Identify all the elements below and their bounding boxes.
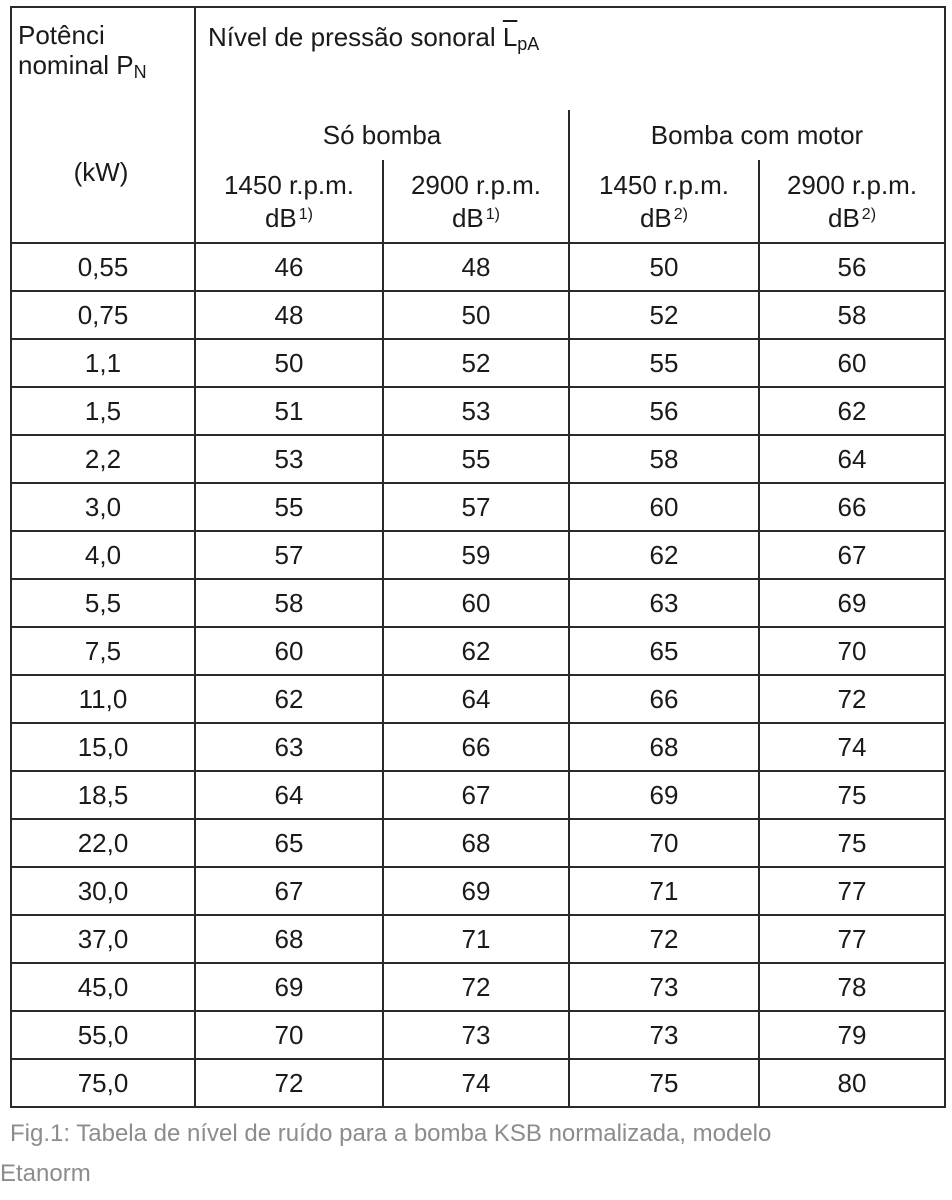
speed-footnote-marker: 1) [298,205,314,223]
db-value-cell: 71 [569,867,759,915]
db-value-cell: 73 [569,1011,759,1059]
db-value-cell: 66 [759,483,945,531]
db-value-cell: 74 [383,1059,569,1107]
db-value-cell: 77 [759,915,945,963]
header-row-main [11,7,945,110]
speed-unit-label: dB [827,202,860,233]
sound-pressure-header [195,7,945,110]
db-value-cell: 75 [759,771,945,819]
db-value-cell: 68 [383,819,569,867]
speed-unit-label: dB [639,202,672,233]
noise-level-table-container [10,6,944,1108]
db-value-cell: 74 [759,723,945,771]
speed-unit-label: dB [264,202,297,233]
db-value-cell: 72 [195,1059,383,1107]
db-value-cell: 67 [195,867,383,915]
speed-footnote-marker: 2) [673,205,689,223]
db-value-cell: 64 [759,435,945,483]
db-value-cell: 62 [569,531,759,579]
db-value-cell: 64 [383,675,569,723]
noise-level-table [10,6,946,1108]
db-value-cell: 63 [195,723,383,771]
db-value-cell: 50 [383,291,569,339]
db-value-cell: 70 [569,819,759,867]
power-cell: 4,0 [11,531,195,579]
db-value-cell: 53 [195,435,383,483]
db-value-cell: 79 [759,1011,945,1059]
table-body [11,243,945,1107]
power-cell: 5,5 [11,579,195,627]
table-row [11,435,945,483]
db-value-cell: 67 [383,771,569,819]
db-value-cell: 68 [195,915,383,963]
db-value-cell: 78 [759,963,945,1011]
db-value-cell: 56 [759,243,945,291]
speed-header [759,160,945,243]
power-header-line2: nominal P [18,50,134,80]
db-value-cell: 48 [383,243,569,291]
caption-line2: Etanorm [0,1160,91,1187]
db-value-cell: 64 [195,771,383,819]
table-row [11,531,945,579]
caption-line1: Fig.1: Tabela de nível de ruído para a bomba KSB normalizada, modelo [10,1120,772,1147]
power-cell: 11,0 [11,675,195,723]
db-value-cell: 60 [383,579,569,627]
power-cell: 1,5 [11,387,195,435]
db-value-cell: 55 [383,435,569,483]
table-row [11,483,945,531]
db-value-cell: 73 [569,963,759,1011]
table-row [11,771,945,819]
speed-footnote-marker: 1) [485,205,501,223]
db-value-cell: 60 [195,627,383,675]
db-value-cell: 53 [383,387,569,435]
table-row [11,243,945,291]
sound-pressure-subscript: pA [517,34,540,54]
power-cell: 15,0 [11,723,195,771]
table-row [11,963,945,1011]
db-value-cell: 60 [569,483,759,531]
power-cell: 22,0 [11,819,195,867]
power-cell: 55,0 [11,1011,195,1059]
speed-rpm-label: 2900 r.p.m. [786,169,918,200]
db-value-cell: 58 [195,579,383,627]
table-row [11,867,945,915]
power-cell: 0,75 [11,291,195,339]
speed-header [569,160,759,243]
db-value-cell: 50 [195,339,383,387]
power-cell: 2,2 [11,435,195,483]
db-value-cell: 57 [195,531,383,579]
db-value-cell: 55 [195,483,383,531]
db-value-cell: 65 [569,627,759,675]
power-cell: 75,0 [11,1059,195,1107]
speed-unit-label: dB [451,202,484,233]
group-header-pump-only: Só bomba [195,110,569,160]
group-header-pump-motor: Bomba com motor [569,110,945,160]
db-value-cell: 62 [759,387,945,435]
db-value-cell: 72 [569,915,759,963]
power-cell: 1,1 [11,339,195,387]
db-value-cell: 69 [383,867,569,915]
db-value-cell: 71 [383,915,569,963]
power-cell: 30,0 [11,867,195,915]
db-value-cell: 75 [569,1059,759,1107]
speed-header [383,160,569,243]
speed-rpm-label: 1450 r.p.m. [598,169,730,200]
sound-pressure-label: Nível de pressão sonoral [208,22,503,52]
db-value-cell: 51 [195,387,383,435]
db-value-cell: 50 [569,243,759,291]
db-value-cell: 75 [759,819,945,867]
table-row [11,915,945,963]
db-value-cell: 60 [759,339,945,387]
db-value-cell: 56 [569,387,759,435]
power-cell: 37,0 [11,915,195,963]
db-value-cell: 46 [195,243,383,291]
table-row [11,387,945,435]
db-value-cell: 59 [383,531,569,579]
db-value-cell: 80 [759,1059,945,1107]
db-value-cell: 62 [195,675,383,723]
db-value-cell: 48 [195,291,383,339]
db-value-cell: 58 [759,291,945,339]
db-value-cell: 65 [195,819,383,867]
table-row [11,1059,945,1107]
power-cell: 0,55 [11,243,195,291]
db-value-cell: 69 [759,579,945,627]
table-row [11,675,945,723]
db-value-cell: 52 [383,339,569,387]
table-row [11,723,945,771]
db-value-cell: 66 [569,675,759,723]
table-row [11,627,945,675]
db-value-cell: 58 [569,435,759,483]
db-value-cell: 72 [759,675,945,723]
db-value-cell: 52 [569,291,759,339]
table-row [11,291,945,339]
db-value-cell: 68 [569,723,759,771]
speed-rpm-label: 1450 r.p.m. [223,169,355,200]
power-header-line1: Potênci [18,20,105,50]
speed-header [195,160,383,243]
table-row [11,819,945,867]
power-cell: 18,5 [11,771,195,819]
db-value-cell: 66 [383,723,569,771]
power-cell: 45,0 [11,963,195,1011]
db-value-cell: 73 [383,1011,569,1059]
speed-rpm-label: 2900 r.p.m. [410,169,542,200]
db-value-cell: 57 [383,483,569,531]
power-cell: 7,5 [11,627,195,675]
db-value-cell: 77 [759,867,945,915]
db-value-cell: 55 [569,339,759,387]
db-value-cell: 70 [195,1011,383,1059]
speed-footnote-marker: 2) [861,205,877,223]
power-cell: 3,0 [11,483,195,531]
table-row [11,339,945,387]
figure-caption [0,1114,950,1194]
db-value-cell: 72 [383,963,569,1011]
power-header-subscript: N [133,62,147,82]
db-value-cell: 70 [759,627,945,675]
power-unit: (kW) [73,157,129,187]
db-value-cell: 69 [195,963,383,1011]
power-column-header [11,7,195,243]
db-value-cell: 62 [383,627,569,675]
sound-pressure-symbol: $\overline{L}$ [502,22,518,52]
db-value-cell: 69 [569,771,759,819]
table-row [11,1011,945,1059]
db-value-cell: 63 [569,579,759,627]
db-value-cell: 67 [759,531,945,579]
table-row [11,579,945,627]
